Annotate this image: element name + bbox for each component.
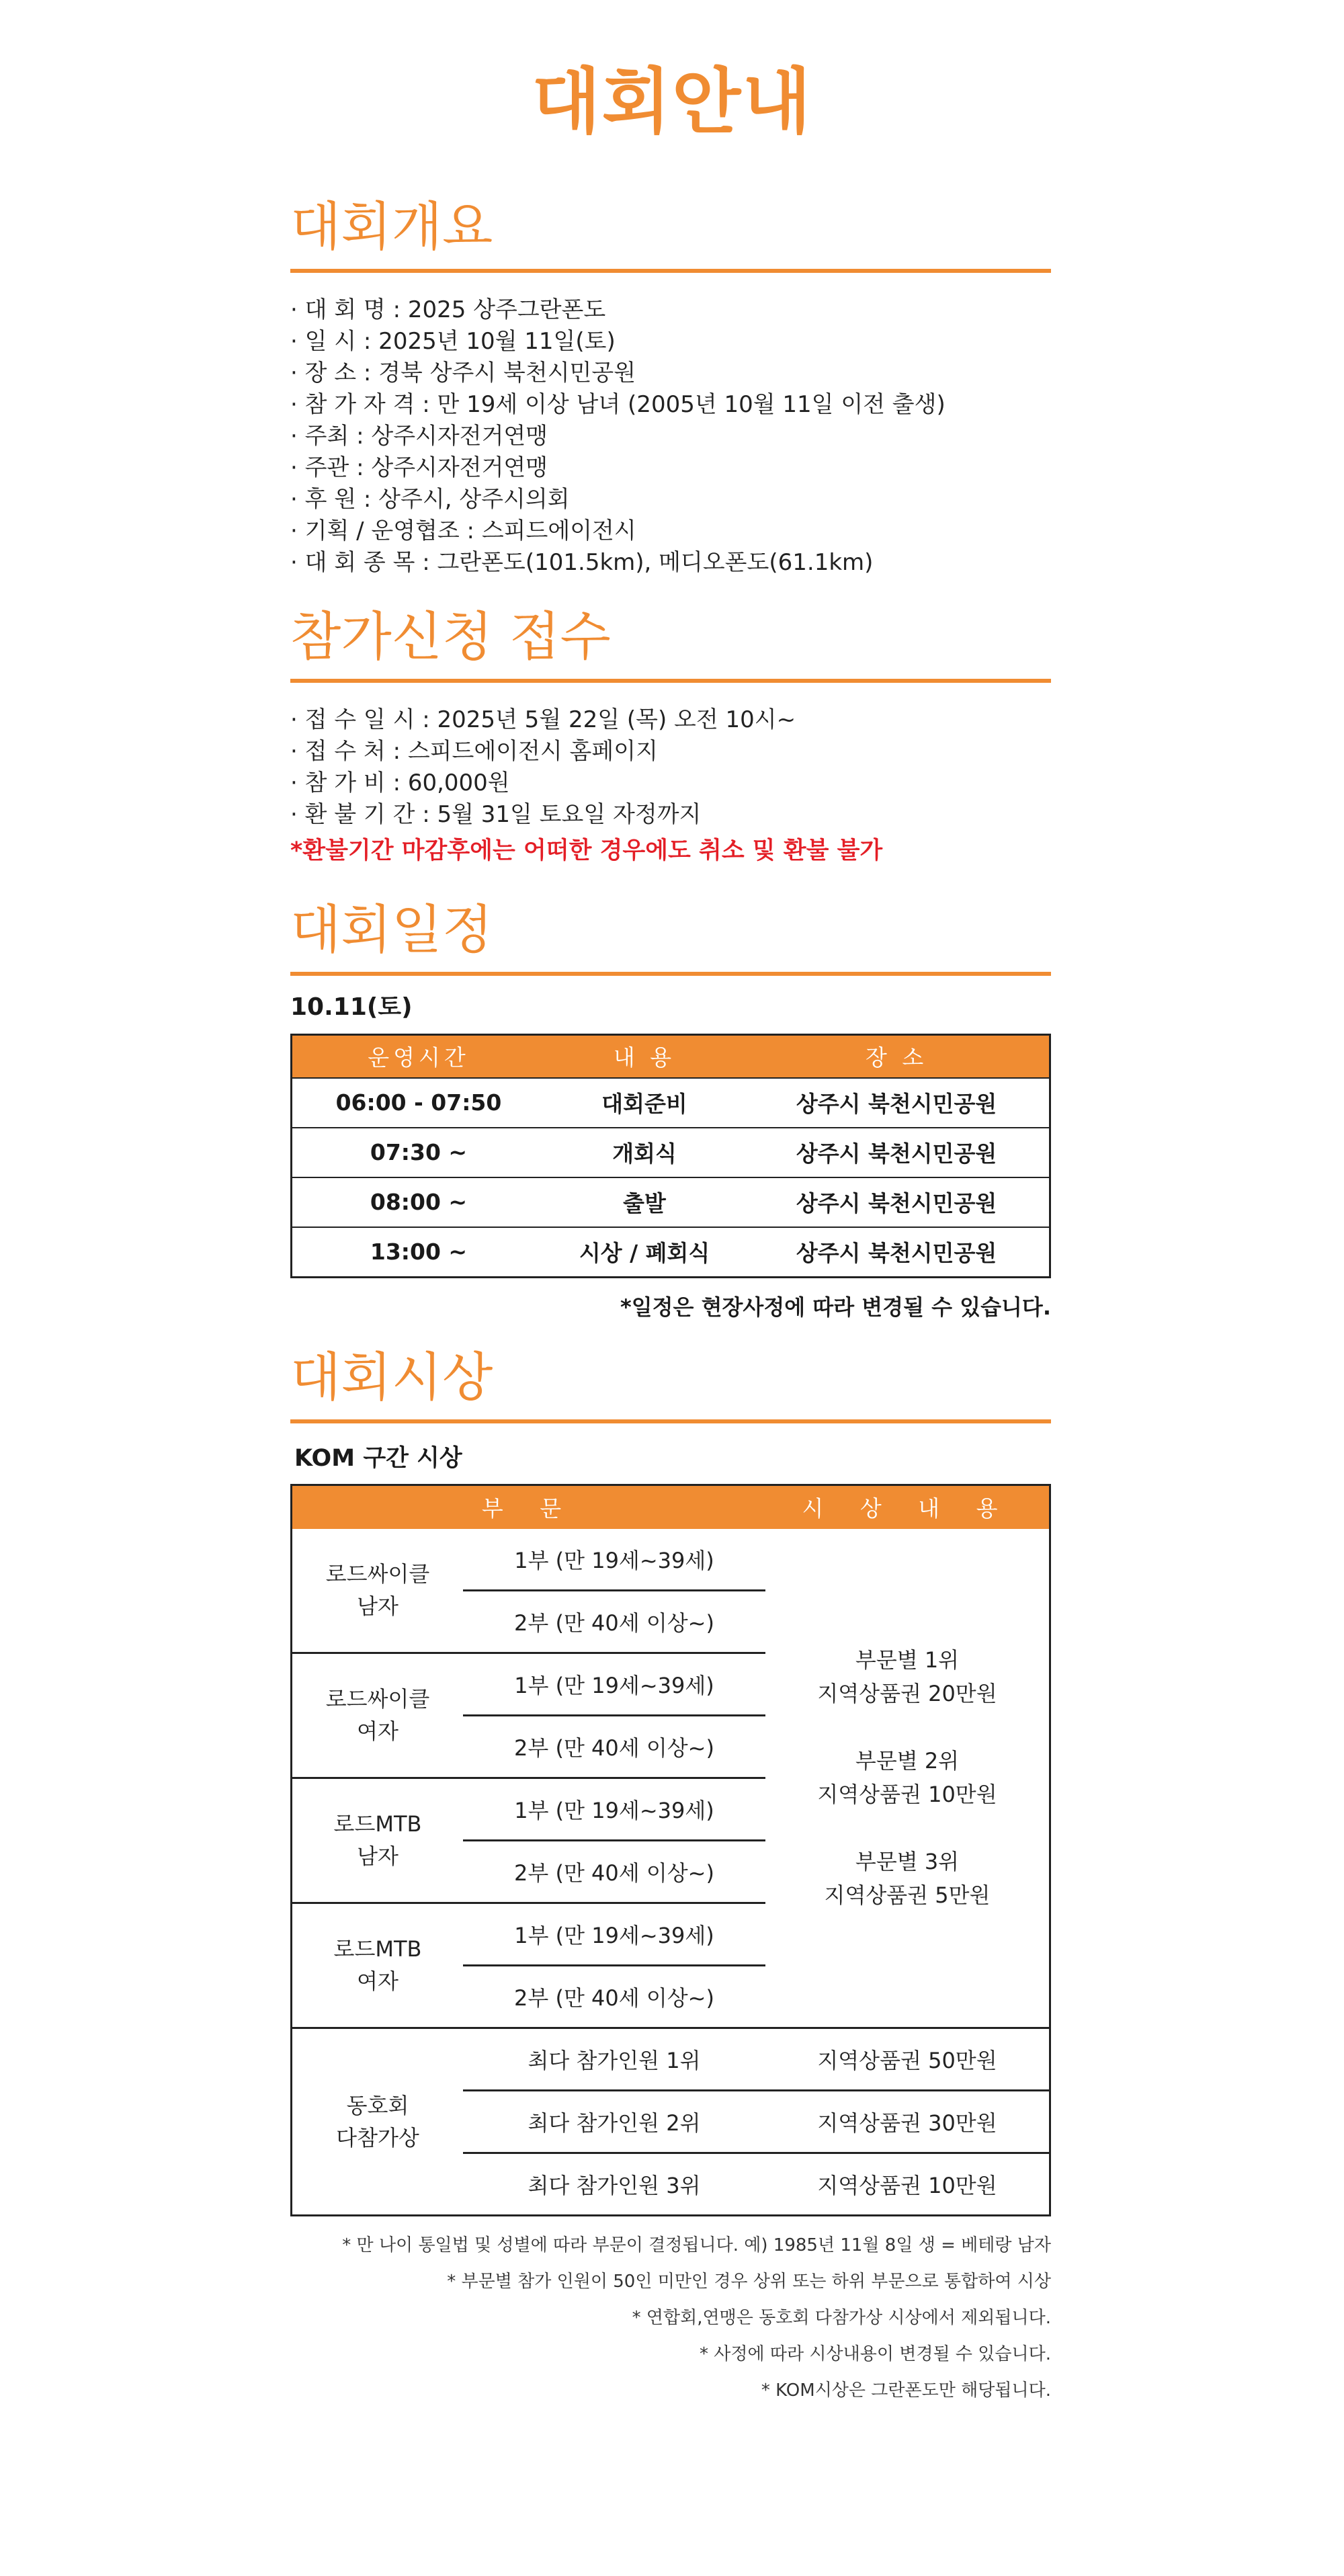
club-rank-cell: 최다 참가인원 2위 — [463, 2090, 765, 2153]
club-rank-cell: 최다 참가인원 3위 — [528, 2172, 701, 2198]
schedule-time: 07:30 ~ — [292, 1128, 545, 1177]
division-cell: 2부 (만 40세 이상~) — [463, 1840, 765, 1903]
awards-header-division: 부 문 — [292, 1485, 766, 1529]
division-cell: 2부 (만 40세 이상~) — [463, 1590, 765, 1653]
footnote: * 만 나이 통일법 및 성별에 따라 부문이 결정됩니다. 예) 1985년 11월 8일 생 = 베테랑 남자 — [342, 2235, 1051, 2255]
overview-item: · 기획 / 운영협조 : 스피드에이전시 — [290, 517, 636, 544]
awards-footnotes — [290, 2227, 1051, 2409]
prize-rank-2: 부문별 2위 — [855, 1748, 960, 1774]
overview-list — [290, 294, 1051, 579]
club-award-row — [292, 2028, 1050, 2090]
awards-table — [290, 1484, 1051, 2216]
category-gender: 남자 — [357, 1843, 398, 1870]
schedule-section — [290, 899, 1051, 1324]
schedule-header-time: 운영시간 — [292, 1034, 545, 1078]
overview-item: · 대 회 명 : 2025 상주그란폰도 — [290, 296, 606, 323]
awards-subtitle: KOM 구간 시상 — [294, 1444, 462, 1472]
schedule-title: 대회일정 — [290, 899, 1051, 976]
schedule-time: 08:00 ~ — [292, 1177, 545, 1227]
registration-section — [290, 606, 1051, 868]
schedule-note: *일정은 현장사정에 따라 변경될 수 있습니다. — [620, 1294, 1051, 1320]
category-name: 로드싸이클 — [325, 1686, 430, 1712]
category-gender: 남자 — [357, 1593, 398, 1620]
overview-item: · 주최 : 상주시자전거연맹 — [290, 422, 548, 450]
schedule-content: 출발 — [545, 1177, 744, 1227]
schedule-row — [292, 1227, 1050, 1278]
schedule-time: 06:00 - 07:50 — [292, 1078, 545, 1128]
registration-item: · 접 수 처 : 스피드에이전시 홈페이지 — [290, 737, 658, 765]
overview-item: · 대 회 종 목 : 그란폰도(101.5km), 메디오폰도(61.1km) — [290, 548, 874, 576]
footnote: * 사정에 따라 시상내용이 변경될 수 있습니다. — [700, 2343, 1051, 2364]
awards-title: 대회시상 — [290, 1347, 1051, 1423]
category-name: 로드MTB — [333, 1936, 422, 1962]
club-category-cell — [292, 2028, 464, 2215]
category-cell — [292, 1903, 464, 2028]
overview-item: · 주관 : 상주시자전거연맹 — [290, 454, 548, 481]
schedule-header-place: 장 소 — [744, 1034, 1050, 1078]
schedule-date: 10.11(토) — [290, 993, 413, 1021]
division-cell: 1부 (만 19세~39세) — [463, 1903, 765, 1965]
club-prize-cell: 지역상품권 50만원 — [765, 2028, 1050, 2090]
schedule-time: 13:00 ~ — [292, 1227, 545, 1278]
registration-item: · 접 수 일 시 : 2025년 5월 22일 (목) 오전 10시~ — [290, 706, 796, 733]
schedule-place: 상주시 북천시민공원 — [744, 1078, 1050, 1128]
division-cell: 2부 (만 40세 이상~) — [463, 1715, 765, 1778]
club-rank-cell: 최다 참가인원 1위 — [463, 2028, 765, 2090]
page-title: 대회안내 — [532, 60, 812, 143]
schedule-row — [292, 1177, 1050, 1227]
registration-title: 참가신청 접수 — [290, 606, 1051, 683]
category-cell — [292, 1778, 464, 1903]
footnote: * 연합회,연맹은 동호회 다참가상 시상에서 제외됩니다. — [632, 2307, 1051, 2328]
prize-value-1: 지역상품권 20만원 — [817, 1681, 997, 1707]
overview-item: · 장 소 : 경북 상주시 북천시민공원 — [290, 359, 636, 386]
footnote: * KOM시상은 그란폰도만 해당됩니다. — [761, 2380, 1051, 2401]
schedule-header-content: 내 용 — [545, 1034, 744, 1078]
overview-section — [290, 196, 1051, 579]
prize-cell — [765, 1529, 1050, 2028]
registration-item: · 환 불 기 간 : 5월 31일 토요일 자정까지 — [290, 800, 702, 828]
overview-item: · 일 시 : 2025년 10월 11일(토) — [290, 327, 616, 355]
schedule-header-row — [292, 1034, 1050, 1078]
schedule-row — [292, 1078, 1050, 1128]
category-name: 로드싸이클 — [325, 1561, 430, 1587]
awards-row — [292, 1529, 1050, 1591]
prize-value-3: 지역상품권 5만원 — [824, 1882, 991, 1909]
category-name: 로드MTB — [333, 1811, 422, 1837]
category-gender: 여자 — [357, 1968, 398, 1995]
prize-rank-1: 부문별 1위 — [855, 1647, 960, 1673]
awards-header-prize: 시 상 내 용 — [765, 1485, 1050, 1529]
schedule-content: 개회식 — [545, 1128, 744, 1177]
club-prize-cell: 지역상품권 30만원 — [765, 2090, 1050, 2153]
awards-section — [290, 1347, 1051, 2409]
club-category-name: 동호회 — [346, 2092, 409, 2118]
overview-item: · 후 원 : 상주시, 상주시의회 — [290, 485, 570, 513]
prize-rank-3: 부문별 3위 — [855, 1849, 960, 1875]
overview-title: 대회개요 — [290, 196, 1051, 273]
schedule-place: 상주시 북천시민공원 — [744, 1177, 1050, 1227]
schedule-place: 상주시 북천시민공원 — [744, 1227, 1050, 1278]
footnote: * 부문별 참가 인원이 50인 미만인 경우 상위 또는 하위 부문으로 통합하여 시상 — [447, 2271, 1051, 2292]
schedule-table — [290, 1034, 1051, 1278]
schedule-place: 상주시 북천시민공원 — [744, 1128, 1050, 1177]
division-cell: 1부 (만 19세~39세) — [463, 1778, 765, 1840]
division-cell: 2부 (만 40세 이상~) — [514, 1985, 714, 2011]
club-prize-cell: 지역상품권 10만원 — [817, 2172, 997, 2198]
division-cell: 1부 (만 19세~39세) — [463, 1529, 765, 1591]
schedule-row — [292, 1128, 1050, 1177]
category-cell — [292, 1529, 464, 1653]
prize-value-2: 지역상품권 10만원 — [817, 1782, 997, 1808]
registration-item: · 참 가 비 : 60,000원 — [290, 769, 510, 796]
refund-warning: *환불기간 마감후에는 어떠한 경우에도 취소 및 환불 불가 — [290, 837, 883, 864]
category-gender: 여자 — [357, 1718, 398, 1745]
division-cell: 1부 (만 19세~39세) — [463, 1653, 765, 1715]
overview-item: · 참 가 자 격 : 만 19세 이상 남녀 (2005년 10월 11일 이전 출생) — [290, 390, 946, 418]
schedule-content: 대회준비 — [545, 1078, 744, 1128]
club-category-label: 다참가상 — [336, 2124, 419, 2151]
schedule-content: 시상 / 폐회식 — [545, 1227, 744, 1278]
awards-header-row — [292, 1485, 1050, 1529]
registration-list — [290, 704, 1051, 831]
category-cell — [292, 1653, 464, 1778]
